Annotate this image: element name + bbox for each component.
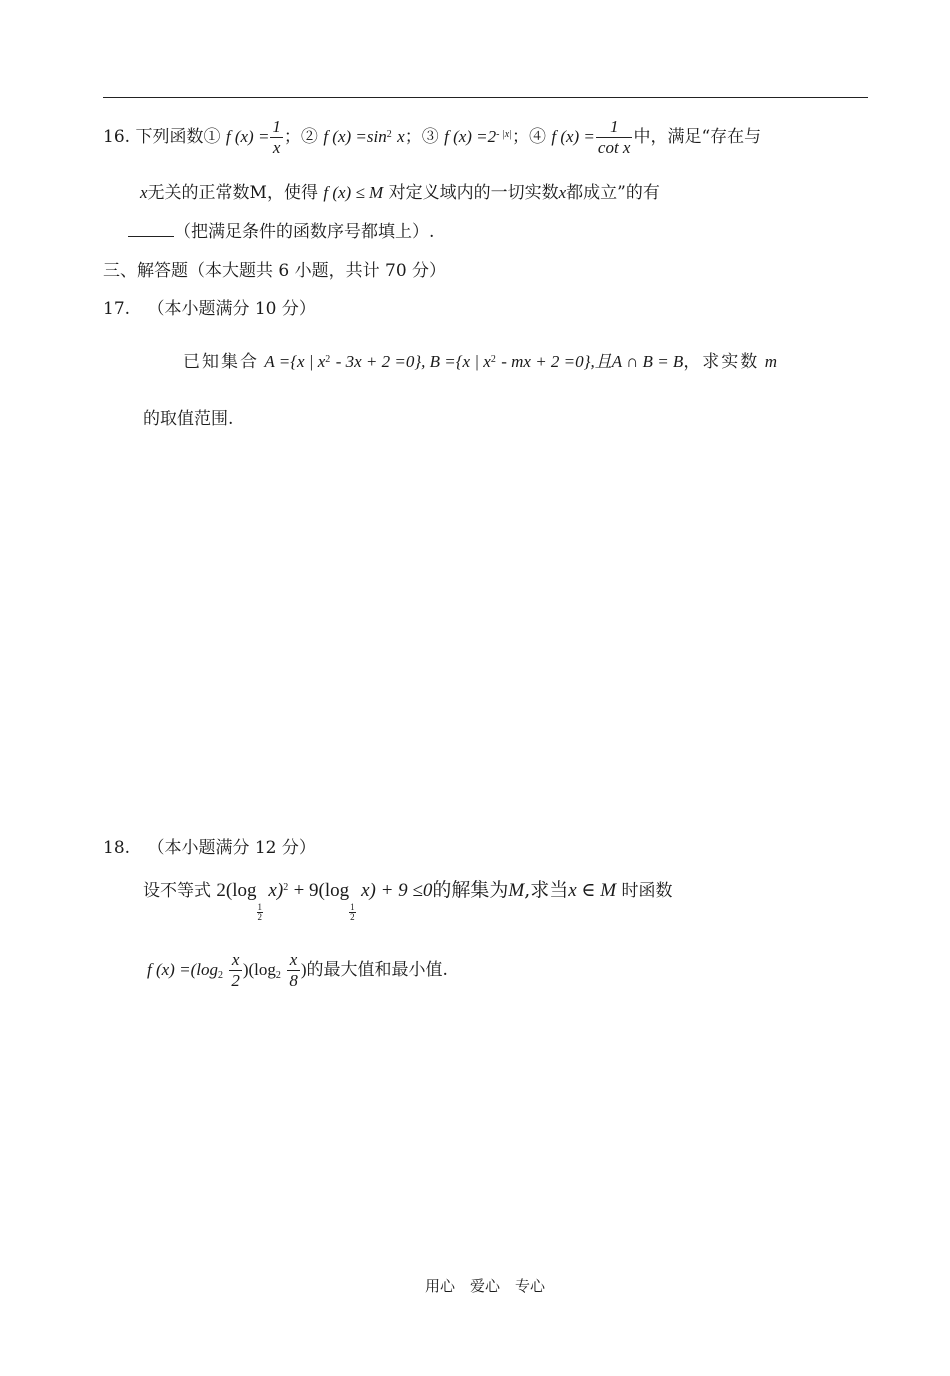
q16-line2-ineq: f (x) ≤ M [323,183,384,202]
q16-item4-lhs: f (x) = [551,127,595,146]
q18-log-base-2-den: 2 [350,912,355,922]
q16-intro: 下列函数 [135,127,204,147]
q16-sep1: ； [283,127,301,147]
page-footer: 用心 爱心 专心 [425,1277,546,1295]
q18-f-close: ) [300,960,307,979]
q18-log-base-2-num: 1 [350,902,355,912]
q16-item1-den: x [272,138,281,157]
q17-line2: 的取值范围. [143,409,234,429]
q16-tail1: 中，满足“存在与 [633,127,762,147]
q18-text-b: 的解集为 [432,879,509,901]
q18-f-frac1-den: 2 [231,971,240,990]
q17-var-m: m [764,352,777,371]
q17-set-a-sup: 2 [325,354,331,365]
q17-points: （本小题满分 10 分） [147,299,316,319]
q16-line2-b: 对定义域内的一切实数 [388,183,559,203]
q18-ineq-1: 2(log [216,880,257,901]
q18-log-base-1-den: 2 [257,912,263,922]
header-rule [103,97,868,98]
q18-ineq-sup: 2 [283,882,289,893]
q16-item1-num: 1 [272,117,281,137]
q16-item1-lhs: f (x) = [225,127,270,146]
q18-ineq-3: + 9(log [293,880,350,901]
q17-text-b: ，求实数 [683,352,760,372]
q18-f-lhs: f (x) =(log [147,960,218,979]
q18-text-d: 时函数 [621,881,673,901]
q17-set-b-sup: 2 [490,354,496,365]
q18-log-base-1-num: 1 [257,902,263,912]
q18-f-frac1 [229,951,242,990]
q18-number: 18. [103,838,131,858]
q18-f-sub1: 2 [217,970,223,981]
q18-line2 [147,945,448,995]
q17-text-a: 已知集合 [183,352,259,372]
q18-log-base-1 [257,903,264,922]
q17-set-a: A ={x | x [264,352,326,371]
q18-text-e: 的最大值和最小值. [306,960,448,980]
q16-line2-var: x [140,183,148,202]
q18-condition: x ∈ M [568,880,617,901]
q18-ineq-4: x) + 9 ≤0 [361,880,433,901]
q16-item4-num: 1 [596,118,633,138]
q16-item1-fraction [270,118,283,157]
q18-f-frac2-num: x [287,951,300,971]
q16-line2-c: 都成立”的有 [566,183,660,203]
q18-f-mid: )(log [242,960,276,979]
q16-item1-label: ① [203,127,221,147]
q16-item2-tail: x [397,127,405,146]
q18-var-M: M [508,880,525,901]
q16-line3-text: （把满足条件的函数序号都填上）. [174,222,435,242]
q17-set-a-rest: - 3x + 2 =0}, B ={x | x [335,352,491,371]
q18-ineq-2: x) [268,880,284,901]
q17-line1 [183,349,777,375]
q17-number: 17. [103,299,131,319]
q18-points: （本小题满分 12 分） [147,838,316,858]
q17-header [103,297,316,321]
q16-line3 [128,220,434,244]
section3-heading: 三、解答题（本大题共 6 小题，共计 70 分） [103,261,447,281]
q16-line2 [140,181,660,205]
q18-header [103,836,316,860]
q16-line1 [103,112,761,162]
q16-item2-sup: 2 [386,129,392,140]
q16-number: 16. [103,127,131,147]
q17-condition: 且A ∩ B = B [594,352,684,371]
q16-line2-var2: x [558,183,567,202]
q17-set-b-rest: - mx + 2 =0}, [501,352,595,371]
q16-sep2: ； [404,127,422,147]
q18-f-frac2 [287,951,300,990]
q16-answer-blank [128,220,174,237]
q16-item3-label: ③ [421,127,439,147]
q18-f-frac2-den: 8 [289,971,298,990]
q16-item4-fraction [596,118,633,157]
q16-item4-den: cot x [597,138,631,157]
q18-text-a: 设不等式 [143,881,211,901]
q16-item2-label: ② [300,127,318,147]
q18-log-base-2 [349,903,356,922]
q16-item3-sup: - |x| [496,129,512,140]
q16-sep3: ； [511,127,529,147]
q18-line1 [143,877,673,922]
q18-f-sub2: 2 [275,970,281,981]
q16-item3-expr: f (x) =2 [444,127,497,146]
q16-item2-expr: f (x) =sin [323,127,387,146]
q16-line2-a: 无关的正常数M，使得 [147,183,318,203]
q18-f-frac1-num: x [229,951,242,971]
q16-item4-label: ④ [528,127,546,147]
q18-text-c: ,求当 [524,879,569,901]
